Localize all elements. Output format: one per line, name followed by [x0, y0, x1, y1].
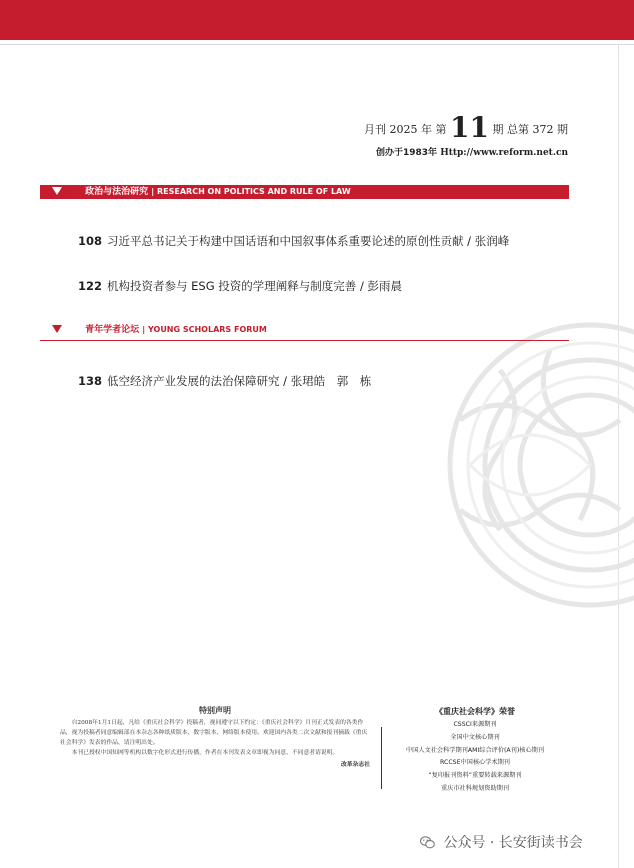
vertical-divider — [381, 727, 382, 789]
founded-line — [376, 145, 568, 158]
decorative-ornament — [440, 300, 634, 630]
triangle-down-icon — [52, 325, 62, 333]
toc-article-title: 低空经济产业发展的法治保障研究 / 张珺皓 郭 栋 — [107, 374, 372, 388]
toc-page-number: 138 — [78, 374, 103, 388]
section-title-cn: 青年学者论坛 — [85, 325, 140, 335]
journal-honors — [385, 705, 565, 796]
toc-entry[interactable] — [78, 278, 402, 294]
issue-info — [364, 111, 568, 144]
honor-item: 全国中文核心期刊 — [450, 733, 500, 741]
honor-item: 中国人文社会科学期刊AMI综合评价(A刊)核心期刊 — [405, 746, 545, 754]
honor-item: “复印报刊资料”重要转载来源期刊 — [428, 772, 522, 780]
top-divider — [0, 44, 634, 45]
notice-title: 特别声明 — [199, 706, 231, 715]
toc-page-number: 108 — [78, 234, 103, 248]
honor-item: RCCSE中国核心学术期刊 — [440, 759, 510, 767]
website-url[interactable]: Http://www.reform.net.cn — [440, 148, 568, 158]
triangle-down-icon — [52, 187, 62, 195]
special-notice — [60, 706, 370, 770]
section-title-cn: 政治与法治研究 — [85, 187, 149, 197]
wechat-icon — [420, 836, 435, 849]
notice-signature: 改革杂志社 — [341, 762, 370, 768]
section-title-en: | RESEARCH ON POLITICS AND RULE OF LAW — [151, 187, 351, 196]
section-header-young-scholars — [40, 322, 569, 341]
top-red-band — [0, 0, 634, 40]
honor-item: CSSCI来源期刊 — [453, 721, 497, 728]
issue-suffix: 期 总第 372 期 — [492, 123, 568, 136]
notice-paragraph: 自2008年1月1日起，凡给《重庆社会科学》投稿者，视同遵守以下约定：《重庆社会科学》月刊正式发表的各类作品，视为投稿者同意编辑部在本杂志各种纸质版本、数字版本、网络版本使用。欢迎国内各类二次文献和报刊摘载《重庆社会科学》发表的作品，请注明出处。 — [60, 720, 368, 746]
honors-title: 《重庆社会科学》荣誉 — [435, 707, 515, 716]
notice-paragraph: 本刊已授权中国知网等机构以数字化形式进行传播，作者在本刊发表文章即视为同意，不同意者请说明。 — [71, 750, 339, 756]
toc-entry[interactable] — [78, 233, 509, 249]
issue-prefix: 月刊 2025 年 第 — [364, 123, 447, 136]
founded-text: 创办于1983年 — [375, 148, 438, 158]
toc-article-title: 习近平总书记关于构建中国话语和中国叙事体系重要论述的原创性贡献 / 张润峰 — [107, 234, 510, 248]
honor-item: 重庆市社科规划资助期刊 — [440, 784, 510, 792]
section-header-politics-law — [40, 185, 569, 199]
toc-entry[interactable] — [78, 373, 371, 389]
section-title-en: | YOUNG SCHOLARS FORUM — [142, 325, 267, 334]
issue-number: 11 — [450, 111, 489, 144]
watermark-text: 公众号 · 长安街读书会 — [443, 835, 583, 851]
watermark — [420, 832, 583, 852]
toc-page-number: 122 — [78, 279, 103, 293]
toc-article-title: 机构投资者参与 ESG 投资的学理阐释与制度完善 / 彭雨晨 — [107, 279, 402, 293]
